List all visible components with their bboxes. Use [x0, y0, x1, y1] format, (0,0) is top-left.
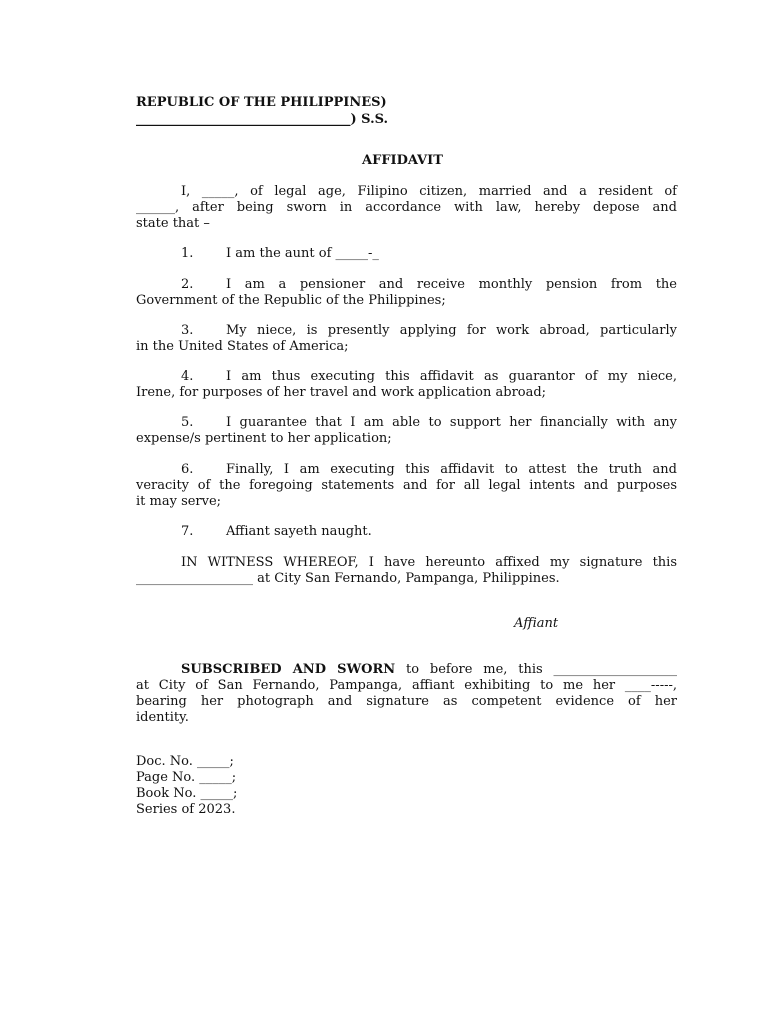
- item-number-3: 3.: [181, 323, 194, 338]
- witness-line-1: IN WITNESS WHEREOF, I have hereunto affixed my signature this: [181, 555, 677, 570]
- jurat-line-1-rest: to before me, this ___________________: [395, 662, 677, 677]
- item-number-1: 1.: [181, 246, 194, 261]
- item-text-5-line-2: expense/s pertinent to her application;: [136, 431, 392, 446]
- jurat-line-1: [136, 662, 677, 678]
- book-number: Book No. _____;: [136, 786, 238, 801]
- item-number-7: 7.: [181, 524, 194, 539]
- jurat-line-4: identity.: [136, 710, 189, 725]
- item-number-4: 4.: [181, 369, 194, 384]
- jurat-line-2: at City of San Fernando, Pampanga, affiant exhibiting to me her ____-----,: [136, 678, 677, 693]
- jurat-line-3: bearing her photograph and signature as competent evidence of her: [136, 694, 677, 709]
- item-number-6: 6.: [181, 462, 194, 477]
- item-text-1: I am the aunt of _____-_: [226, 246, 379, 261]
- item-text-3-line-1: My niece, is presently applying for work abroad, particularly: [226, 323, 677, 338]
- item-number-2: 2.: [181, 277, 194, 292]
- republic-heading: REPUBLIC OF THE PHILIPPINES): [136, 95, 387, 110]
- intro-paragraph: [136, 184, 677, 232]
- item-paragraph-2: [136, 277, 677, 309]
- item-text-6-line-3: it may serve;: [136, 494, 222, 509]
- item-text-6-line-1: Finally, I am executing this affidavit to attest the truth and: [226, 462, 677, 477]
- witness-line-2: __________________ at City San Fernando, Pampanga, Philippines.: [136, 571, 560, 586]
- item-paragraph-3: [136, 323, 677, 355]
- doc-number: Doc. No. _____;: [136, 754, 234, 769]
- intro-line-3: state that –: [136, 216, 210, 231]
- intro-line-2: ______, after being sworn in accordance with law, hereby depose and: [136, 200, 677, 215]
- item-paragraph-5: [136, 415, 677, 447]
- item-text-6-line-2: veracity of the foregoing statements and for all legal intents and purposes: [136, 478, 677, 493]
- item-paragraph-6: [136, 462, 677, 510]
- item-number-5: 5.: [181, 415, 194, 430]
- jurat-paragraph: [136, 662, 677, 726]
- series-year: Series of 2023.: [136, 802, 236, 817]
- item-text-3-line-2: in the United States of America;: [136, 339, 349, 354]
- item-paragraph-4: [136, 369, 677, 401]
- item-text-2-line-2: Government of the Republic of the Philippines;: [136, 293, 446, 308]
- item-text-4-line-1: I am thus executing this affidavit as guarantor of my niece,: [226, 369, 677, 384]
- item-text-5-line-1: I guarantee that I am able to support her financially with any: [226, 415, 677, 430]
- witness-paragraph: [136, 555, 677, 587]
- item-text-7: Affiant sayeth naught.: [226, 524, 372, 539]
- intro-line-1: I, _____, of legal age, Filipino citizen, married and a resident of: [181, 184, 677, 199]
- venue-line: _________________________________) S.S.: [136, 112, 389, 127]
- jurat-bold-phrase: SUBSCRIBED AND SWORN: [181, 662, 396, 677]
- page-number: Page No. _____;: [136, 770, 237, 785]
- item-text-2-line-1: I am a pensioner and receive monthly pension from the: [226, 277, 677, 292]
- item-text-4-line-2: Irene, for purposes of her travel and work application abroad;: [136, 385, 547, 400]
- document-title: AFFIDAVIT: [362, 153, 443, 168]
- affiant-label: Affiant: [514, 616, 559, 631]
